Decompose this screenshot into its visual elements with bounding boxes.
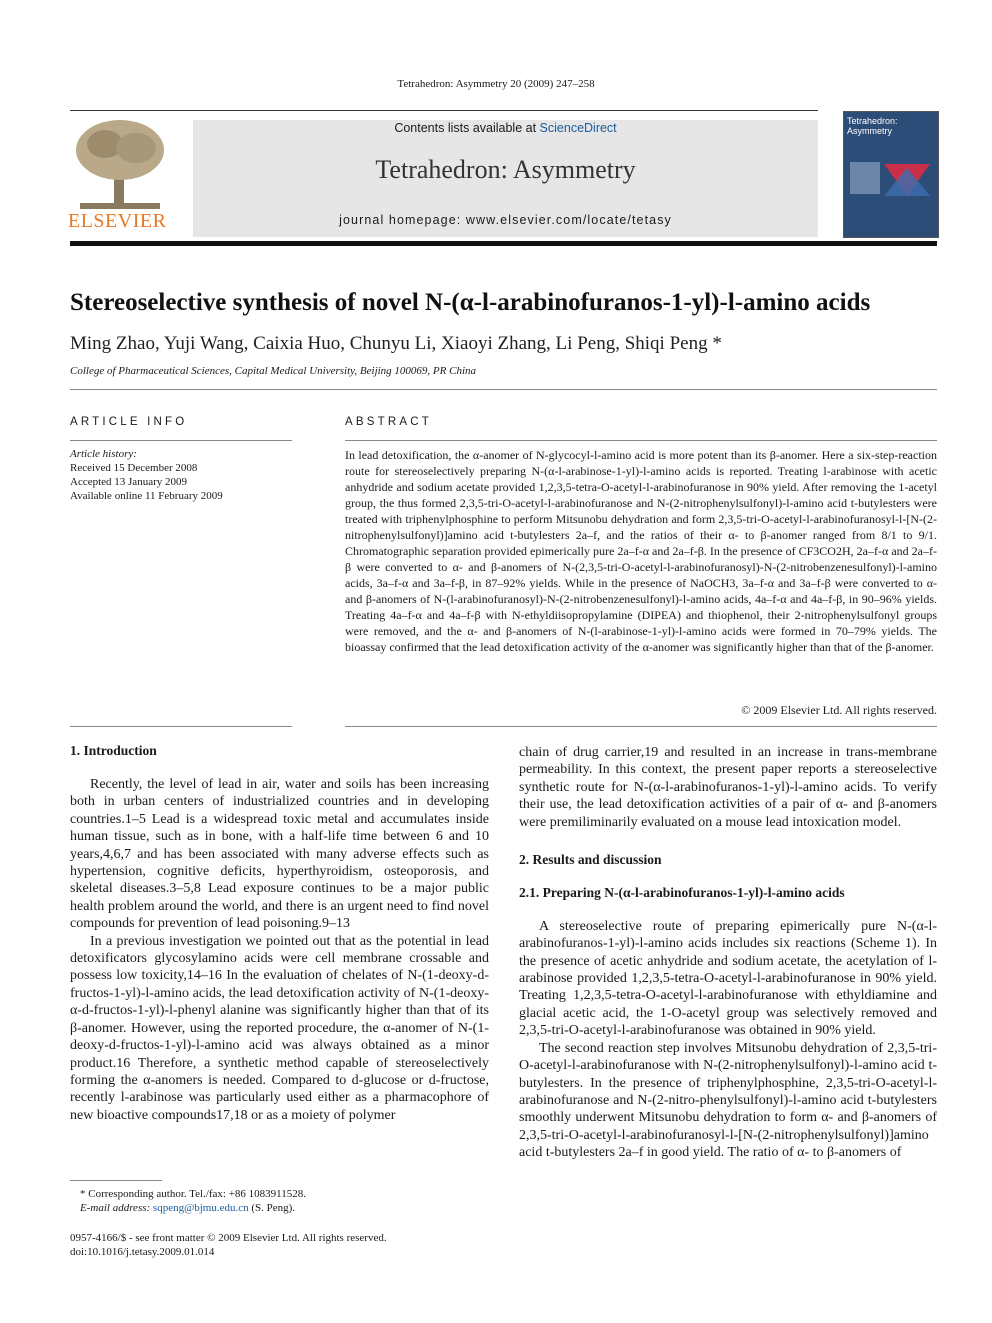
abstract-rule — [345, 440, 937, 441]
journal-citation: Tetrahedron: Asymmetry 20 (2009) 247–258 — [397, 78, 595, 90]
right-column — [519, 744, 937, 1162]
article-history — [70, 447, 223, 503]
footnote — [80, 1187, 306, 1215]
journal-name: Tetrahedron: Asymmetry — [375, 155, 636, 184]
author-list: Ming Zhao, Yuji Wang, Caixia Huo, Chunyu Li, Xiaoyi Zhang, Li Peng, Shiqi Peng * — [70, 333, 722, 354]
subsection-heading: 2.1. Preparing N-(α-l-arabinofuranos-1-yl)-l-amino acids — [519, 885, 845, 901]
affiliation: College of Pharmaceutical Sciences, Capital Medical University, Beijing 100069, PR China — [70, 365, 477, 377]
article-info-rule — [70, 440, 292, 441]
doi-line[interactable]: doi:10.1016/j.tetasy.2009.01.014 — [70, 1246, 215, 1258]
email-suffix: (S. Peng). — [251, 1202, 296, 1214]
results-paragraph-1: A stereoselective route of preparing epimerically pure N-(α-l-arabinofuranos-1-yl)-l-amino acids includes six reactions (Scheme 1). In the presence of acetic anhydride and sodium acetate, the acetylation of l-arabinose provided 1,2,3,5-tetra-O-acetyl-l-arabinofuranose in 90% yield. Treating 1,2,3,5-tetra-O-acetyl-l-arabinofuranose with ethyldiamine and glacial acetic acid, the 1-O-acetyl group was selectively removed and 2,3,5-tri-O-acetyl-l-arabinofuranose was obtained in 90% yield. — [519, 918, 937, 1039]
footnote-rule — [70, 1180, 162, 1181]
intro-paragraph-2: In a previous investigation we pointed out that as the potential in lead detoxificators glycosylamino acids were cell membrane crossable and possess low toxicity,14–16 In the evaluation of chelates of N-(1-deoxy-d-fructos-1-yl)-l-amino acids, the lead detoxification activity of N-(1-deoxy-α-d-fructos-1-yl)-l-phenyl alanine was significantly higher than that of its β-anomer. However, using the reported procedure, the α-anomer of N-(1-deoxy-d-fructos-1-yl)-l-amino acid was always obtained as a minor product.16 Therefore, a synthetic method capable of stereoselectively forming the α-anomers is needed. Compared to d-glucose or d-fructose, recently l-arabinose was particularly used either as a pharmacophore of new bioactive compounds17,18 or as a moiety of polymer — [70, 933, 489, 1123]
email-link[interactable]: sqpeng@bjmu.edu.cn — [152, 1202, 249, 1214]
results-paragraph-2: The second reaction step involves Mitsunobu dehydration of 2,3,5-tri-O-acetyl-l-arabinofuranose with N-(2-nitrophenylsulfonyl)-l-amino acid t-butylesters. In the presence of triphenylphosphine, 2,3,5-tri-O-acetyl-l-arabinofuranose and N-(2-nitro-phenylsulfonyl)-l-amino acid t-butylesters smoothly underwent Mitsunobu dehydration to form α- and β-anomers of 2,3,5-tri-O-acetyl-l-arabinofuranosyl-l-[N-(2-nitrophenylsulfonyl)]amino acid t-butylesters 2a–f in good yield. The ratio of α- to β-anomers of — [519, 1040, 937, 1161]
abstract-end-rule — [345, 726, 937, 727]
history-label: Article history: — [70, 448, 137, 460]
contents-line — [193, 121, 818, 135]
article-title: Stereoselective synthesis of novel N-(α-l-arabinofuranos-1-yl)-l-amino acids — [70, 289, 871, 316]
header-rule — [70, 110, 818, 111]
corresponding-author: * Corresponding author. Tel./fax: +86 1083911528. — [80, 1188, 307, 1200]
bottom-notes — [70, 1231, 387, 1259]
publisher-wordmark: ELSEVIER — [68, 210, 167, 232]
email-label: E-mail address: — [80, 1202, 151, 1214]
journal-homepage[interactable]: journal homepage: www.elsevier.com/locate/tetasy — [339, 213, 672, 227]
copyright-notice: © 2009 Elsevier Ltd. All rights reserved. — [741, 703, 937, 717]
intro-paragraph-1: Recently, the level of lead in air, water and soils has been increasing both in urban centers of industrialized countries and in developing countries.1–5 Lead is a widespread toxic metal and accumulates inside human tissue, such as in bone, with a half-life time between 6 and 10 years,4,6,7 and has been associated with many adverse effects such as hypertension, cognitive deficits, hyperthyroidism, osteoporosis, and skeletal diseases.3–5,8 Lead exposure continues to be a major public health problem around the world, and there is an urgent need to find novel compounds for prevention of lead poisoning.9–13 — [70, 777, 489, 932]
issn-line: 0957-4166/$ - see front matter © 2009 Elsevier Ltd. All rights reserved. — [70, 1232, 387, 1244]
email-line — [80, 1201, 306, 1215]
sciencedirect-link[interactable]: ScienceDirect — [539, 121, 617, 135]
title-rule — [70, 389, 937, 390]
intro-paragraph-continued: chain of drug carrier,19 and resulted in an increase in trans-membrane permeability. In this context, the present paper reports a stereoselective synthetic route for N-(α-l-arabinofuranos-1-yl)-l-amino acids. To verify their use, the lead detoxification activities of a pair of α- and β-anomers were premiliminarily evaluated on a mouse lead intoxication model. — [519, 745, 937, 830]
abstract-heading: ABSTRACT — [345, 416, 432, 428]
info-end-rule — [70, 726, 292, 727]
cover-title: Tetrahedron: Asymmetry — [847, 116, 898, 136]
contents-prefix: Contents lists available at — [394, 121, 537, 135]
online-date: Available online 11 February 2009 — [70, 490, 223, 502]
abstract-text: In lead detoxification, the α-anomer of N-glycocyl-l-amino acid is more potent than its β-anomer. Here a six-step-reaction route for stereoselectively preparing N-(α-l-arabinose-1-yl)-l-amino acids is reported. Treating l-arabinose with acetic anhydride and sodium acetate provided 1,2,3,5-tetra-O-acetyl-l-arabinofuranose in 90% yield. After removing the 1-acetyl group, the thus formed 2,3,5-tri-O-acetyl-l-arabinofuranose and N-(2-nitrophenylsulfonyl)-l-amino acid t-butylesters were treated with triphenylphosphine to perform Mitsunobu dehydration and form 2,3,5-tri-O-acetyl-l-arabinofuranosyl-l-[N-(2-nitrophenylsulfonyl)]amino acid t-butylesters 2a–f, and the ratios of their α- to β-anomer ranged from 8/1 to 9/1. Chromatographic separation provided epimerically pure 2a–f-α and 2a–f-β. In the presence of CF3CO2H, 2a–f-α and 2a–f-β were converted to α- and β-anomers of N-(2,3,5-tri-O-acetyl-l-arabinofuranosyl)-N-(2-nitrobenzenesulfonyl)-l-amino acids, 3a–f-α and 3a–f-β, in 87–92% yields. While in the presence of NaOCH3, 3a–f-α and 3a–f-β were converted to α- and β-anomers of N-(l-arabinofuranosyl)-N-(2-nitrobenzenesulfonyl)-l-amino acids, 4a–f-α and 4a–f-β, in 90–96% yields. Treating 4a–f-α and 4a–f-β with N-ethyldiisopropylamine (DIPEA) and thiophenol, their 2-nitrophenylsulfonyl groups were removed, and the α- and β-anomers of N-(l-arabinose-1-yl)-l-amino acids were formed in 70–79% yields. The bioassay confirmed that the lead detoxification activity of the α-anomer was significantly higher than that of the β-anomer. — [345, 448, 938, 654]
received-date: Received 15 December 2008 — [70, 462, 198, 474]
header-thick-rule — [70, 241, 937, 246]
accepted-date: Accepted 13 January 2009 — [70, 476, 187, 488]
intro-heading: 1. Introduction — [70, 743, 157, 758]
article-info-heading: ARTICLE INFO — [70, 416, 188, 428]
results-heading: 2. Results and discussion — [519, 852, 662, 868]
left-column — [70, 776, 489, 1124]
